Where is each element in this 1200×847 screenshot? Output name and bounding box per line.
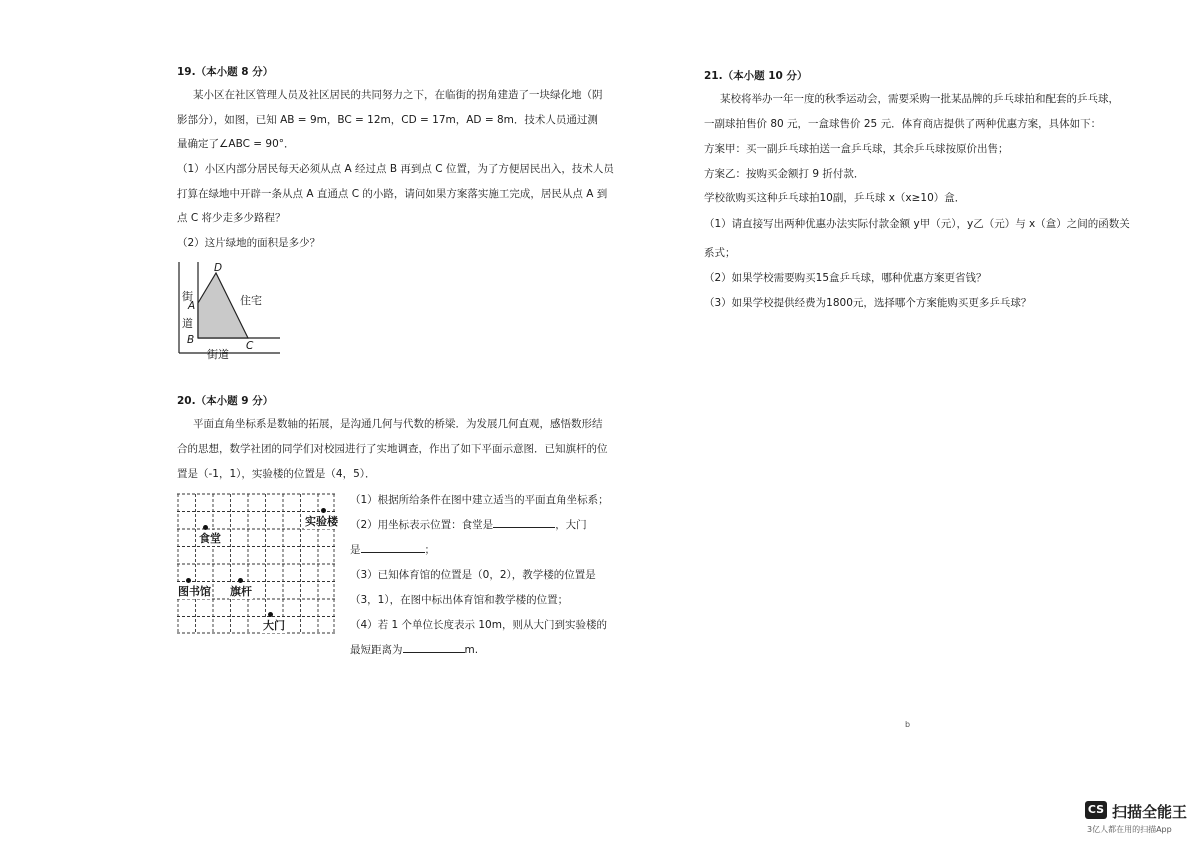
q20-sub2-line1 xyxy=(350,518,587,532)
fig-point-a: A xyxy=(188,300,196,312)
q19-title: 19.（本小题 8 分） xyxy=(177,66,274,78)
fig-point-d: D xyxy=(214,262,223,274)
q19-para1c: 量确定了∠ABC = 90°． xyxy=(177,138,295,150)
q20-sub2c: 是 xyxy=(350,544,361,556)
fig-house: 住宅 xyxy=(240,294,262,307)
q21-title: 21.（本小题 10 分） xyxy=(704,70,808,82)
q20-para2: 合的思想，数学社团的同学们对校园进行了实地调查，作出了如下平面示意图．已知旗杆的位 xyxy=(177,443,608,455)
q19-para1a: 某小区在社区管理人员及社区居民的共同努力之下，在临街的拐角建造了一块绿化地（阴 xyxy=(193,89,603,101)
fig-point-b: B xyxy=(187,334,195,346)
q21-sub1a: （1）请直接写出两种优惠办法实际付款金额 y甲（元），y乙（元）与 x（盒）之间的函数关 xyxy=(704,218,1130,230)
watermark-brand: 扫描全能王 xyxy=(1112,803,1188,821)
q21-para2: 一副球拍售价 80 元，一盒球售价 25 元．体育商店提供了两种优惠方案，具体如下： xyxy=(704,118,1102,130)
q20-title: 20.（本小题 9 分） xyxy=(177,395,274,407)
q20-sub4c: m. xyxy=(464,644,479,656)
q20-sub2a: （2）用坐标表示位置：食堂是 xyxy=(350,519,494,531)
q21-para1: 某校将举办一年一度的秋季运动会，需要采购一批某品牌的乒乓球拍和配套的乒乓球， xyxy=(720,93,1119,105)
q19-sub1c: 点 C 将少走多少路程？ xyxy=(177,212,286,224)
q19-sub2: （2）这片绿地的面积是多少？ xyxy=(177,237,321,249)
q20-sub4a: （4）若 1 个单位长度表示 10m，则从大门到实验楼的 xyxy=(350,619,607,631)
fig-street-v1: 街 xyxy=(182,290,193,303)
canteen-answer-blank[interactable] xyxy=(493,527,555,528)
q20-sub1: （1）根据所给条件在图中建立适当的平面直角坐标系； xyxy=(350,494,609,506)
q19-sub1a: （1）小区内部分居民每天必须从点 A 经过点 B 再到点 C 位置，为了方便居民出入，技术人员 xyxy=(177,163,614,175)
q20-para1: 平面直角坐标系是数轴的拓展，是沟通几何与代数的桥梁．为发展几何直观，感悟数形结 xyxy=(193,418,603,430)
q21-planB: 方案乙：按购买金额打 9 折付款． xyxy=(704,168,865,180)
grid-label-gate: 大门 xyxy=(263,619,285,632)
grid-label-canteen: 食堂 xyxy=(199,532,221,545)
q20-sub4b: 最短距离为 xyxy=(350,644,403,656)
fig-street-v2: 道 xyxy=(182,317,193,330)
q20-sub2-line2 xyxy=(350,543,435,557)
q20-para3: 置是（-1，1），实验楼的位置是（4，5）． xyxy=(177,468,376,480)
fig-point-c: C xyxy=(246,340,254,352)
camscanner-logo-icon: CS xyxy=(1085,801,1107,819)
q21-sub2: （2）如果学校需要购买15盒乒乓球，哪种优惠方案更省钱？ xyxy=(704,272,987,284)
q20-sub2b: ，大门 xyxy=(555,519,587,531)
q20-sub2d: ； xyxy=(424,544,435,556)
q21-buy: 学校欲购买这种乒乓球拍10副，乒乓球 x（x≥10）盒． xyxy=(704,192,966,204)
page-mark: b xyxy=(905,720,911,729)
q19-sub1b: 打算在绿地中开辟一条从点 A 直通点 C 的小路，请问如果方案落实施工完成，居民从点 A 到 xyxy=(177,188,608,200)
gate-answer-blank[interactable] xyxy=(361,552,425,553)
q19-para1b: 影部分），如图，已知 AB = 9m，BC = 12m，CD = 17m，AD = 8m．技术人员通过测 xyxy=(177,114,598,126)
q21-sub1b: 系式； xyxy=(704,247,736,259)
fig-street-h: 街道 xyxy=(207,348,229,361)
grid-label-lab: 实验楼 xyxy=(305,515,338,528)
q20-sub3b: （3，1），在图中标出体育馆和教学楼的位置； xyxy=(350,594,569,606)
distance-answer-blank[interactable] xyxy=(403,652,465,653)
q20-sub3a: （3）已知体育馆的位置是（0，2），教学楼的位置是 xyxy=(350,569,596,581)
q21-sub3: （3）如果学校提供经费为1800元，选择哪个方案能购买更多乒乓球？ xyxy=(704,297,1032,309)
grid-label-library: 图书馆 xyxy=(178,585,211,598)
q20-sub4-line2 xyxy=(350,643,478,657)
grid-label-flagpole: 旗杆 xyxy=(230,585,252,598)
watermark-slogan: 3亿人都在用的扫描App xyxy=(1087,825,1172,834)
q21-planA: 方案甲：买一副乒乓球拍送一盒乒乓球，其余乒乓球按原价出售； xyxy=(704,143,1009,155)
